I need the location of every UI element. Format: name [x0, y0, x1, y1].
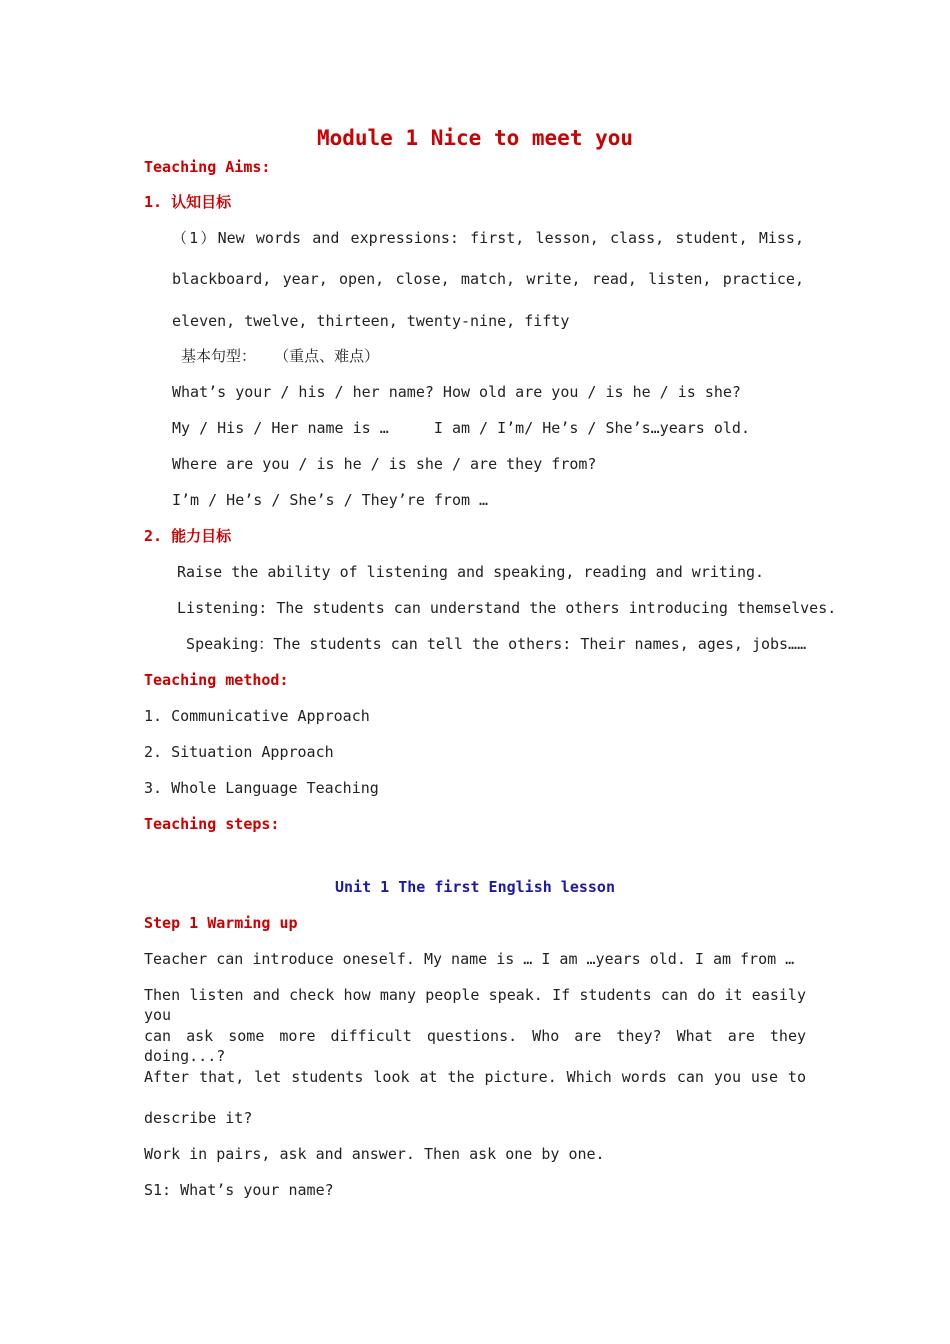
ability-line: Speaking：The students can tell the others: Their names, ages, jobs…… [168, 635, 807, 653]
teaching-steps-heading: Teaching steps: [144, 815, 280, 833]
step1-paragraph: Teacher can introduce oneself. My name is … I am …years old. I am from … [144, 950, 795, 968]
method-item: 1. Communicative Approach [144, 707, 370, 725]
aim1-heading: 1. 认知目标 [144, 193, 232, 211]
vocab-line-1: （1）New words and expressions: first, lesson, class, student, Miss, [172, 229, 804, 247]
method-item: 3. Whole Language Teaching [144, 779, 379, 797]
step1-paragraph-line: After that, let students look at the picture. Which words can you use to [144, 1068, 806, 1086]
aim2-heading: 2. 能力目标 [144, 527, 232, 545]
step1-paragraph-line: describe it? [144, 1109, 253, 1127]
ability-line: Raise the ability of listening and speaking, reading and writing. [168, 563, 765, 581]
teaching-method-heading: Teaching method: [144, 671, 289, 689]
ability-line: Listening: The students can understand the others introducing themselves. [168, 599, 837, 617]
vocab-line-3: eleven, twelve, thirteen, twenty-nine, fifty [172, 312, 570, 330]
pattern-line: My / His / Her name is … I am / I’m/ He’s / She’s…years old. [172, 419, 750, 437]
step1-paragraph-line: Then listen and check how many people speak. If students can do it easily you [144, 986, 806, 1024]
pattern-line: What’s your / his / her name? How old are you / is he / is she? [172, 383, 741, 401]
page-title: Module 1 Nice to meet you [316, 126, 634, 150]
dialogue-line: S1: What’s your name? [144, 1181, 334, 1199]
method-item: 2. Situation Approach [144, 743, 334, 761]
patterns-heading: 基本句型： （重点、难点） [172, 347, 380, 365]
step1-paragraph-line: can ask some more difficult questions. Who are they? What are they doing...? [144, 1027, 806, 1065]
vocab-line-2: blackboard, year, open, close, match, write, read, listen, practice, [172, 270, 804, 288]
pattern-line: Where are you / is he / is she / are they from? [172, 455, 597, 473]
teaching-aims-heading: Teaching Aims: [144, 158, 271, 176]
pattern-line: I’m / He’s / She’s / They’re from … [172, 491, 489, 509]
step1-paragraph: Work in pairs, ask and answer. Then ask one by one. [144, 1145, 605, 1163]
unit-title: Unit 1 The first English lesson [335, 878, 615, 896]
step1-heading: Step 1 Warming up [144, 914, 298, 932]
